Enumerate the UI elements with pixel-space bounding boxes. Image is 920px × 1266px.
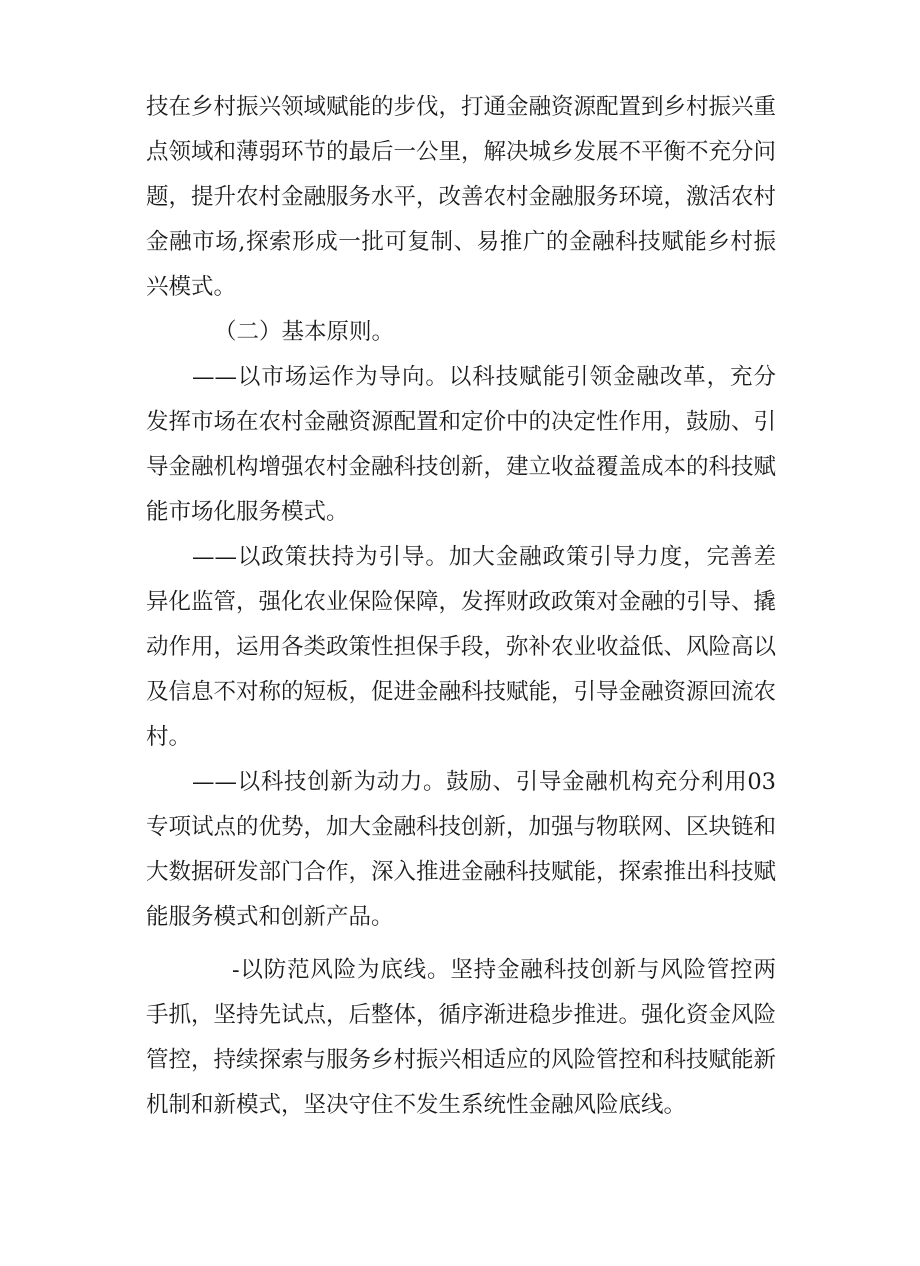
paragraph-risk-prevention: -以防范风险为底线。坚持金融科技创新与风险管控两手抓，坚持先试点，后整体，循序渐进稳步推进。强化资金风险管控，持续探索与服务乡村振兴相适应的风险管控和科技赋能新机制和新模式，坚决守住不发生系统性金融风险底线。 <box>146 957 777 1118</box>
document-body <box>146 85 776 1128</box>
section-heading-basic-principles: （二）基本原则。 <box>214 319 395 345</box>
paragraph-policy-guidance: ——以政策扶持为引导。加大金融政策引导力度，完善差异化监管，强化农业保险保障，发挥财政政策对金融的引导、撬动作用，运用各类政策性担保手段，弥补农业收益低、风险高以及信息不对称的短板，促进金融科技赋能，引导金融资源回流农村。 <box>146 544 777 750</box>
paragraph-tech-innovation: ——以科技创新为动力。鼓励、引导金融机构充分利用03专项试点的优势，加大金融科技创新，加强与物联网、区块链和大数据研发部门合作，深入推进金融科技赋能，探索推出科技赋能服务模式和创新产品。 <box>146 769 777 930</box>
paragraph-market-orientation: ——以市场运作为导向。以科技赋能引领金融改革，充分发挥市场在农村金融资源配置和定价中的决定性作用，鼓励、引导金融机构增强农村金融科技创新，建立收益覆盖成本的科技赋能市场化服务模式。 <box>146 364 777 525</box>
paragraph-continuation: 技在乡村振兴领域赋能的步伐，打通金融资源配置到乡村振兴重点领域和薄弱环节的最后一公里，解决城乡发展不平衡不充分问题，提升农村金融服务水平，改善农村金融服务环境，激活农村金融市场,探索形成一批可复制、易推广的金融科技赋能乡村振兴模式。 <box>146 94 777 300</box>
